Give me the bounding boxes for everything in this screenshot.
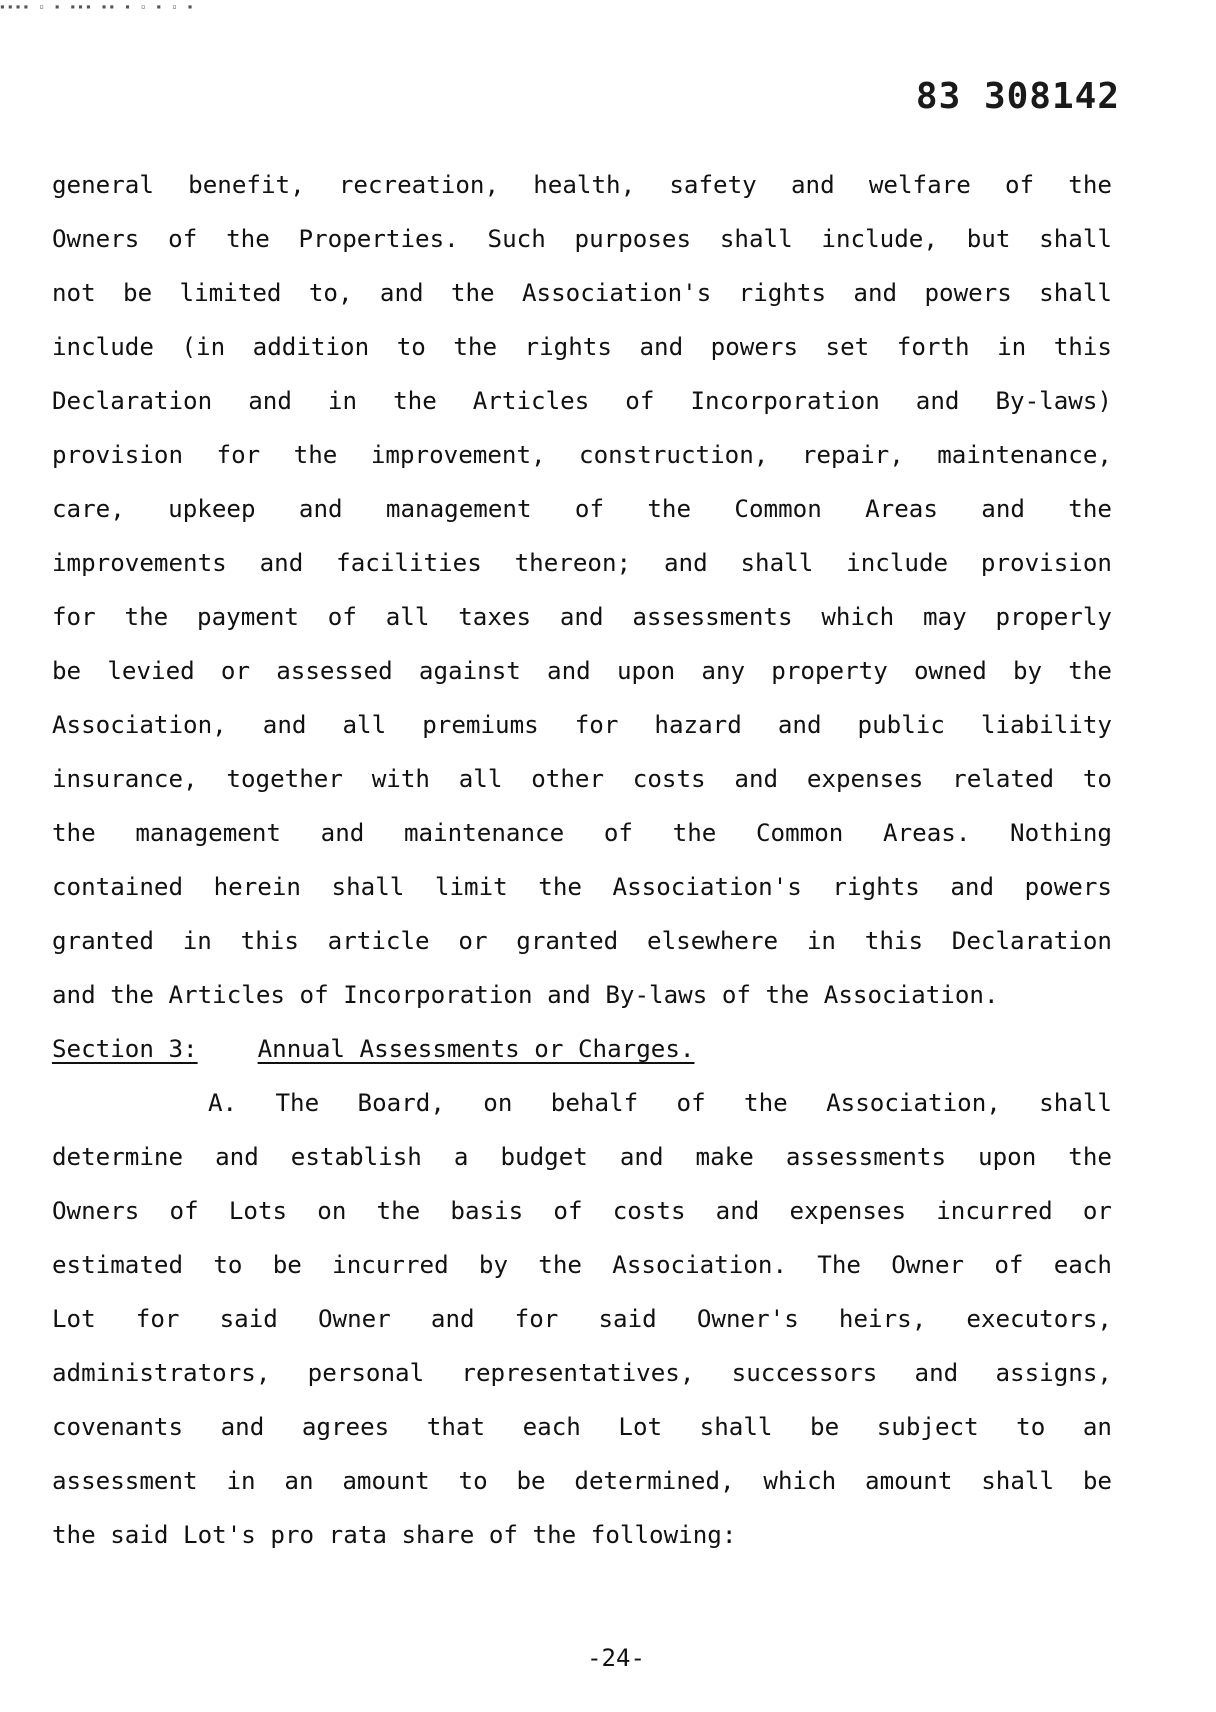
text-line: assessment in an amount to be determined, which amount shall be	[52, 1467, 1112, 1495]
document-body	[52, 158, 1112, 1562]
text-line: improvements and facilities thereon; and shall include provision	[52, 549, 1112, 577]
text-line: Lot for said Owner and for said Owner's heirs, executors,	[52, 1305, 1112, 1333]
text-line: not be limited to, and the Association's rights and powers shall	[52, 279, 1112, 307]
text-line: the management and maintenance of the Common Areas. Nothing	[52, 819, 1112, 847]
page-number: -24-	[587, 1644, 645, 1672]
text-line: and the Articles of Incorporation and By-laws of the Association.	[52, 981, 999, 1009]
text-line: granted in this article or granted elsewhere in this Declaration	[52, 927, 1112, 955]
text-line: Owners of Lots on the basis of costs and expenses incurred or	[52, 1197, 1112, 1225]
text-line: Association, and all premiums for hazard and public liability	[52, 711, 1112, 739]
text-line: include (in addition to the rights and powers set forth in this	[52, 333, 1112, 361]
text-line: insurance, together with all other costs and expenses related to	[52, 765, 1112, 793]
text-line: care, upkeep and management of the Common Areas and the	[52, 495, 1112, 523]
section-heading	[52, 1022, 1112, 1076]
paragraph-1	[52, 158, 1112, 1022]
text-line: contained herein shall limit the Association's rights and powers	[52, 873, 1112, 901]
text-line: Declaration and in the Articles of Incorporation and By-laws)	[52, 387, 1112, 415]
section-title: Annual Assessments or Charges.	[257, 1035, 695, 1063]
text-line: determine and establish a budget and make assessments upon the	[52, 1143, 1112, 1171]
text-line: estimated to be incurred by the Association. The Owner of each	[52, 1251, 1112, 1279]
section-label: Section 3:	[52, 1035, 198, 1063]
text-line: the said Lot's pro rata share of the following:	[52, 1521, 737, 1549]
text-line: general benefit, recreation, health, safety and welfare of the	[52, 171, 1112, 199]
text-line: for the payment of all taxes and assessments which may properly	[52, 603, 1112, 631]
text-line: Owners of the Properties. Such purposes shall include, but shall	[52, 225, 1112, 253]
paragraph-2	[52, 1076, 1112, 1562]
text-line: covenants and agrees that each Lot shall be subject to an	[52, 1413, 1112, 1441]
text-line: administrators, personal representatives, successors and assigns,	[52, 1359, 1112, 1387]
recording-number: 83 308142	[915, 76, 1120, 117]
text-line: A. The Board, on behalf of the Association, shall	[208, 1089, 1112, 1117]
text-line: be levied or assessed against and upon any property owned by the	[52, 657, 1112, 685]
scan-artifact: ▪▪▪▪ ▫ ▪ ▪▪▪ ▪▪ ▪ ▫ ▪ ▫ ▪	[0, 2, 196, 11]
text-line: provision for the improvement, construction, repair, maintenance,	[52, 441, 1112, 469]
